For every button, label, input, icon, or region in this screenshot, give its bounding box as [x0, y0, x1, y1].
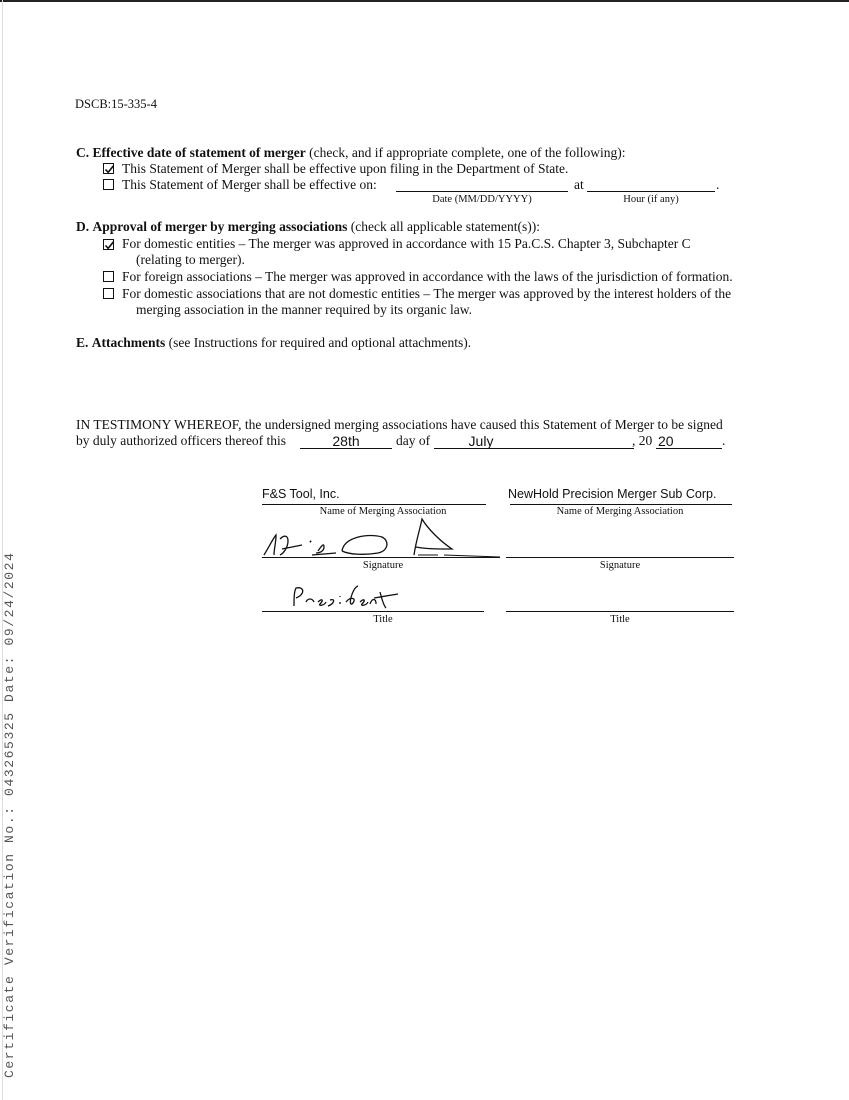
effective-date-line[interactable] — [396, 191, 568, 192]
section-c-instructions: (check, and if appropriate complete, one of the following): — [309, 145, 626, 160]
signatory-2-title-line[interactable] — [506, 611, 734, 612]
month-value[interactable]: July — [468, 433, 494, 449]
section-d-title: Approval of merger by merging associations — [92, 219, 348, 234]
option-domestic-associations-line1: For domestic associations that are not domestic entities – The merger was approved by the interest holders of the — [122, 286, 732, 301]
section-c-heading — [76, 145, 626, 161]
checkmark-icon — [104, 240, 115, 251]
signatory-1-signature-caption: Signature — [362, 560, 404, 571]
signatory-1-name-line — [262, 504, 486, 505]
signatory-2-signature-line[interactable] — [506, 557, 734, 558]
date-caption: Date (MM/DD/YYYY) — [432, 194, 532, 205]
section-d-heading — [76, 219, 540, 235]
signatory-2-name-caption: Name of Merging Association — [556, 506, 684, 517]
signatory-1-title-line[interactable] — [262, 611, 484, 612]
option-domestic-entities-line2: (relating to merger). — [136, 252, 245, 267]
option-effective-upon-filing: This Statement of Merger shall be effective upon filing in the Department of State. — [122, 161, 569, 176]
checkbox-domestic-entities[interactable] — [103, 239, 114, 250]
checkbox-foreign-associations[interactable] — [103, 271, 114, 282]
signatory-1-name[interactable]: F&S Tool, Inc. — [262, 487, 340, 501]
period: . — [716, 177, 720, 192]
day-of-label: day of — [396, 433, 431, 448]
section-e-letter: E. — [76, 335, 89, 350]
signatory-1-signature — [258, 515, 503, 563]
section-d-instructions: (check all applicable statement(s)): — [350, 219, 541, 234]
section-e-instructions: (see Instructions for required and optional attachments). — [168, 335, 472, 350]
section-c-letter: C. — [76, 145, 90, 160]
checkbox-effective-upon-filing[interactable] — [103, 163, 114, 174]
section-d-letter: D. — [76, 219, 90, 234]
signatory-2-title-caption: Title — [610, 614, 630, 625]
section-c-title: Effective date of statement of merger — [92, 145, 306, 160]
signatory-2-signature-caption: Signature — [599, 560, 641, 571]
signatory-2-name-line — [510, 504, 732, 505]
checkmark-icon — [104, 164, 115, 175]
option-foreign-associations: For foreign associations – The merger was approved in accordance with the laws of the jurisdiction of formation. — [122, 269, 733, 284]
year-prefix: , 20 — [632, 433, 653, 448]
section-e-title: Attachments — [91, 335, 166, 350]
option-effective-on-date: This Statement of Merger shall be effective on: — [122, 177, 377, 192]
hour-caption: Hour (if any) — [623, 194, 679, 205]
scan-edge-top — [0, 0, 849, 2]
certificate-verification-stamp: Certificate Verification No.: 043265325 Date: 09/24/2024 — [2, 551, 17, 1078]
signatory-2-name[interactable]: NewHold Precision Merger Sub Corp. — [508, 487, 717, 501]
effective-hour-line[interactable] — [587, 191, 715, 192]
option-domestic-entities-line1: For domestic entities – The merger was approved in accordance with 15 Pa.C.S. Chapter 3, Subchapter C — [122, 236, 691, 251]
year-value[interactable]: 20 — [658, 433, 674, 449]
signatory-1-title-handwriting — [288, 584, 400, 612]
day-value[interactable]: 28th — [332, 433, 360, 449]
checkbox-effective-on-date[interactable] — [103, 179, 114, 190]
form-code: DSCB:15-335-4 — [75, 97, 157, 111]
signatory-1-name-caption: Name of Merging Association — [319, 506, 447, 517]
option-domestic-associations-line2: merging association in the manner required by its organic law. — [136, 302, 473, 317]
signatory-1-title-caption: Title — [373, 614, 393, 625]
at-label: at — [574, 177, 584, 192]
signatory-1-signature-line[interactable] — [262, 557, 500, 558]
testimony-end: . — [722, 433, 726, 448]
testimony-line1: IN TESTIMONY WHEREOF, the undersigned merging associations have caused this Statement of Merger to be signed — [76, 417, 723, 432]
section-e-heading — [76, 335, 471, 351]
testimony-line2-start: by duly authorized officers thereof this — [76, 433, 287, 448]
checkbox-domestic-associations[interactable] — [103, 288, 114, 299]
